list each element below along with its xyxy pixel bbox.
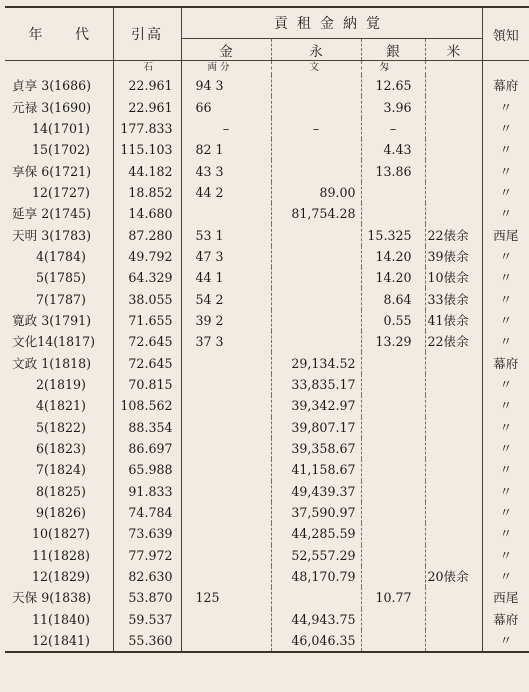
cell-era: 12(1841) bbox=[5, 630, 113, 652]
cell-silver: 14.20 bbox=[361, 267, 425, 288]
cell-ei: 29,134.52 bbox=[271, 352, 361, 373]
cell-ruler: 〃 bbox=[482, 331, 529, 352]
cell-rice bbox=[425, 395, 482, 416]
cell-era: 6(1823) bbox=[12, 441, 86, 457]
table-row bbox=[5, 545, 529, 566]
cell-rice bbox=[425, 75, 482, 96]
cell-silver: – bbox=[361, 118, 425, 139]
cell-rice bbox=[425, 545, 482, 566]
cell-ei bbox=[271, 267, 361, 288]
cell-silver: 10.77 bbox=[361, 587, 425, 608]
cell-silver bbox=[361, 438, 425, 459]
cell-yield: 72.645 bbox=[113, 352, 181, 373]
cell-ei bbox=[271, 75, 361, 96]
cell-ei: 37,590.97 bbox=[271, 502, 361, 523]
cell-yield: 53.870 bbox=[113, 587, 181, 608]
table-row bbox=[5, 96, 529, 117]
cell-gold: 43 3 bbox=[181, 160, 271, 181]
cell-yield: 65.988 bbox=[113, 459, 181, 480]
cell-gold: 39 2 bbox=[181, 310, 271, 331]
header-tax-group: 貢租金納覚 bbox=[181, 7, 482, 39]
cell-era: 元禄 3(1690) bbox=[12, 99, 92, 115]
cell-ruler: 西尾 bbox=[482, 587, 529, 608]
cell-rice: 22俵余 bbox=[425, 224, 482, 245]
cell-ruler: 〃 bbox=[482, 566, 529, 587]
cell-silver: 14.20 bbox=[361, 246, 425, 267]
cell-ei: 44,285.59 bbox=[271, 523, 361, 544]
cell-yield: 74.784 bbox=[113, 502, 181, 523]
cell-silver bbox=[361, 481, 425, 502]
table-row bbox=[5, 630, 529, 652]
cell-ei bbox=[271, 331, 361, 352]
cell-era: 延享 2(1745) bbox=[12, 206, 92, 222]
cell-era: 享保 6(1721) bbox=[12, 163, 92, 179]
cell-ruler: 〃 bbox=[482, 630, 529, 652]
cell-era: 9(1826) bbox=[12, 505, 86, 521]
table-row bbox=[5, 609, 529, 630]
table-row bbox=[5, 502, 529, 523]
cell-ei bbox=[271, 160, 361, 181]
cell-silver bbox=[361, 352, 425, 373]
cell-era: 5(1785) bbox=[12, 270, 86, 286]
cell-ei: 49,439.37 bbox=[271, 481, 361, 502]
cell-silver: 3.96 bbox=[361, 96, 425, 117]
cell-ruler: 〃 bbox=[482, 203, 529, 224]
unit-era bbox=[5, 61, 113, 76]
cell-silver: 13.86 bbox=[361, 160, 425, 181]
cell-silver bbox=[361, 459, 425, 480]
cell-silver bbox=[361, 502, 425, 523]
cell-gold: 82 1 bbox=[181, 139, 271, 160]
cell-rice: 10俵余 bbox=[425, 267, 482, 288]
table-row bbox=[5, 246, 529, 267]
cell-rice bbox=[425, 374, 482, 395]
cell-rice bbox=[425, 481, 482, 502]
cell-era: 14(1701) bbox=[12, 120, 90, 136]
cell-gold bbox=[181, 374, 271, 395]
table-row bbox=[5, 587, 529, 608]
cell-ei bbox=[271, 96, 361, 117]
cell-silver bbox=[361, 417, 425, 438]
cell-rice bbox=[425, 502, 482, 523]
cell-era: 8(1825) bbox=[12, 483, 86, 499]
cell-gold: 54 2 bbox=[181, 288, 271, 309]
cell-gold: 44 2 bbox=[181, 182, 271, 203]
cell-ei: 33,835.17 bbox=[271, 374, 361, 395]
cell-gold bbox=[181, 630, 271, 652]
cell-yield: 88.354 bbox=[113, 417, 181, 438]
header-rice: 米 bbox=[425, 39, 482, 61]
cell-era: 11(1840) bbox=[12, 611, 90, 627]
table-row bbox=[5, 395, 529, 416]
cell-silver: 13.29 bbox=[361, 331, 425, 352]
cell-silver: 12.65 bbox=[361, 75, 425, 96]
cell-silver bbox=[361, 566, 425, 587]
cell-era: 文化14(1817) bbox=[12, 334, 96, 350]
header-gold: 金 bbox=[181, 39, 271, 61]
cell-ruler: 〃 bbox=[482, 182, 529, 203]
table-body bbox=[5, 61, 529, 653]
cell-ruler: 〃 bbox=[482, 545, 529, 566]
cell-ei: 39,342.97 bbox=[271, 395, 361, 416]
table-row bbox=[5, 182, 529, 203]
cell-ruler: 〃 bbox=[482, 395, 529, 416]
table-row bbox=[5, 459, 529, 480]
cell-silver bbox=[361, 545, 425, 566]
cell-gold bbox=[181, 523, 271, 544]
cell-ruler: 〃 bbox=[482, 374, 529, 395]
cell-ei bbox=[271, 224, 361, 245]
cell-rice bbox=[425, 182, 482, 203]
cell-era: 5(1822) bbox=[12, 419, 86, 435]
cell-rice bbox=[425, 609, 482, 630]
cell-silver bbox=[361, 374, 425, 395]
table-row bbox=[5, 566, 529, 587]
cell-rice bbox=[425, 459, 482, 480]
cell-silver: 8.64 bbox=[361, 288, 425, 309]
cell-gold bbox=[181, 203, 271, 224]
cell-gold bbox=[181, 417, 271, 438]
cell-yield: 71.655 bbox=[113, 310, 181, 331]
cell-ruler: 〃 bbox=[482, 118, 529, 139]
unit-gold: 両 分 bbox=[181, 61, 271, 76]
cell-ei: 81,754.28 bbox=[271, 203, 361, 224]
cell-rice bbox=[425, 118, 482, 139]
cell-gold bbox=[181, 502, 271, 523]
cell-ruler: 幕府 bbox=[482, 609, 529, 630]
cell-era: 11(1828) bbox=[12, 547, 90, 563]
cell-yield: 18.852 bbox=[113, 182, 181, 203]
cell-gold: 125 bbox=[181, 587, 271, 608]
tax-table-page bbox=[5, 6, 519, 688]
cell-gold: 44 1 bbox=[181, 267, 271, 288]
unit-silver: 匁 bbox=[361, 61, 425, 76]
cell-ruler: 〃 bbox=[482, 438, 529, 459]
cell-yield: 108.562 bbox=[113, 395, 181, 416]
table-row bbox=[5, 288, 529, 309]
cell-silver bbox=[361, 395, 425, 416]
cell-yield: 49.792 bbox=[113, 246, 181, 267]
cell-gold bbox=[181, 395, 271, 416]
cell-ruler: 〃 bbox=[482, 246, 529, 267]
cell-yield: 72.645 bbox=[113, 331, 181, 352]
cell-gold: 53 1 bbox=[181, 224, 271, 245]
cell-yield: 64.329 bbox=[113, 267, 181, 288]
unit-ruler bbox=[482, 61, 529, 76]
table-row bbox=[5, 523, 529, 544]
cell-ei bbox=[271, 587, 361, 608]
cell-ei: – bbox=[271, 118, 361, 139]
table-row bbox=[5, 374, 529, 395]
cell-era: 天保 9(1838) bbox=[12, 590, 92, 606]
cell-rice: 33俵余 bbox=[425, 288, 482, 309]
cell-ei: 39,807.17 bbox=[271, 417, 361, 438]
header-silver: 銀 bbox=[361, 39, 425, 61]
cell-ei bbox=[271, 139, 361, 160]
cell-ei: 46,046.35 bbox=[271, 630, 361, 652]
cell-rice bbox=[425, 203, 482, 224]
cell-ruler: 〃 bbox=[482, 481, 529, 502]
table-row bbox=[5, 267, 529, 288]
table-row bbox=[5, 331, 529, 352]
cell-era: 貞享 3(1686) bbox=[12, 78, 92, 94]
cell-era: 文政 1(1818) bbox=[12, 355, 92, 371]
unit-yield: 石 bbox=[113, 61, 181, 76]
table-row bbox=[5, 310, 529, 331]
table-row bbox=[5, 139, 529, 160]
cell-ruler: 〃 bbox=[482, 267, 529, 288]
cell-ruler: 幕府 bbox=[482, 75, 529, 96]
cell-ei: 41,158.67 bbox=[271, 459, 361, 480]
cell-era: 7(1824) bbox=[12, 462, 86, 478]
header-era: 年 代 bbox=[5, 7, 113, 61]
cell-silver: 4.43 bbox=[361, 139, 425, 160]
cell-rice bbox=[425, 352, 482, 373]
cell-ruler: 〃 bbox=[482, 417, 529, 438]
header-yield: 引高 bbox=[113, 7, 181, 61]
cell-silver bbox=[361, 630, 425, 652]
cell-era: 4(1784) bbox=[12, 248, 86, 264]
cell-ei: 48,170.79 bbox=[271, 566, 361, 587]
table-row bbox=[5, 118, 529, 139]
cell-rice bbox=[425, 630, 482, 652]
cell-yield: 44.182 bbox=[113, 160, 181, 181]
cell-rice bbox=[425, 438, 482, 459]
cell-yield: 38.055 bbox=[113, 288, 181, 309]
cell-yield: 73.639 bbox=[113, 523, 181, 544]
cell-silver bbox=[361, 523, 425, 544]
cell-gold bbox=[181, 459, 271, 480]
cell-ruler: 〃 bbox=[482, 288, 529, 309]
cell-rice: 41俵余 bbox=[425, 310, 482, 331]
cell-era: 7(1787) bbox=[12, 291, 86, 307]
cell-yield: 91.833 bbox=[113, 481, 181, 502]
header-ei: 永 bbox=[271, 39, 361, 61]
cell-ei: 39,358.67 bbox=[271, 438, 361, 459]
cell-ruler: 西尾 bbox=[482, 224, 529, 245]
cell-yield: 82.630 bbox=[113, 566, 181, 587]
cell-yield: 22.961 bbox=[113, 96, 181, 117]
cell-yield: 22.961 bbox=[113, 75, 181, 96]
cell-gold bbox=[181, 352, 271, 373]
cell-era: 2(1819) bbox=[12, 376, 86, 392]
cell-ei bbox=[271, 310, 361, 331]
cell-rice bbox=[425, 96, 482, 117]
cell-silver bbox=[361, 182, 425, 203]
cell-gold: 47 3 bbox=[181, 246, 271, 267]
cell-rice: 20俵余 bbox=[425, 566, 482, 587]
cell-yield: 115.103 bbox=[113, 139, 181, 160]
cell-gold bbox=[181, 609, 271, 630]
cell-yield: 77.972 bbox=[113, 545, 181, 566]
units-row bbox=[5, 61, 529, 76]
cell-gold: 66 bbox=[181, 96, 271, 117]
cell-ei: 44,943.75 bbox=[271, 609, 361, 630]
cell-yield: 14.680 bbox=[113, 203, 181, 224]
cell-ruler: 〃 bbox=[482, 139, 529, 160]
cell-yield: 86.697 bbox=[113, 438, 181, 459]
cell-silver bbox=[361, 203, 425, 224]
cell-ruler: 〃 bbox=[482, 96, 529, 117]
cell-era: 寛政 3(1791) bbox=[12, 312, 92, 328]
cell-silver bbox=[361, 609, 425, 630]
cell-yield: 70.815 bbox=[113, 374, 181, 395]
unit-ei: 文 bbox=[271, 61, 361, 76]
tax-payment-table bbox=[5, 6, 529, 653]
table-row bbox=[5, 224, 529, 245]
cell-rice bbox=[425, 160, 482, 181]
header-ruler: 領知 bbox=[482, 7, 529, 61]
cell-ei bbox=[271, 288, 361, 309]
cell-ei: 89.00 bbox=[271, 182, 361, 203]
cell-yield: 59.537 bbox=[113, 609, 181, 630]
cell-gold: – bbox=[181, 118, 271, 139]
cell-yield: 55.360 bbox=[113, 630, 181, 652]
table-row bbox=[5, 160, 529, 181]
cell-ruler: 〃 bbox=[482, 502, 529, 523]
cell-rice: 22俵余 bbox=[425, 331, 482, 352]
table-row bbox=[5, 352, 529, 373]
cell-ruler: 幕府 bbox=[482, 352, 529, 373]
cell-ruler: 〃 bbox=[482, 523, 529, 544]
cell-ei: 52,557.29 bbox=[271, 545, 361, 566]
cell-era: 4(1821) bbox=[12, 398, 86, 414]
unit-rice bbox=[425, 61, 482, 76]
cell-era: 天明 3(1783) bbox=[12, 227, 92, 243]
cell-ruler: 〃 bbox=[482, 310, 529, 331]
cell-gold bbox=[181, 481, 271, 502]
cell-rice bbox=[425, 139, 482, 160]
table-row bbox=[5, 417, 529, 438]
table-row bbox=[5, 438, 529, 459]
cell-rice bbox=[425, 523, 482, 544]
table-row bbox=[5, 481, 529, 502]
cell-era: 15(1702) bbox=[12, 142, 90, 158]
cell-silver: 0.55 bbox=[361, 310, 425, 331]
cell-era: 10(1827) bbox=[12, 526, 90, 542]
cell-rice bbox=[425, 587, 482, 608]
cell-rice: 39俵余 bbox=[425, 246, 482, 267]
cell-gold bbox=[181, 438, 271, 459]
table-row bbox=[5, 203, 529, 224]
cell-ruler: 〃 bbox=[482, 160, 529, 181]
cell-yield: 177.833 bbox=[113, 118, 181, 139]
cell-era: 12(1829) bbox=[12, 569, 90, 585]
cell-ei bbox=[271, 246, 361, 267]
cell-silver: 15.325 bbox=[361, 224, 425, 245]
cell-gold bbox=[181, 545, 271, 566]
cell-yield: 87.280 bbox=[113, 224, 181, 245]
cell-gold bbox=[181, 566, 271, 587]
cell-era: 12(1727) bbox=[12, 184, 90, 200]
cell-gold: 37 3 bbox=[181, 331, 271, 352]
table-row bbox=[5, 75, 529, 96]
cell-ruler: 〃 bbox=[482, 459, 529, 480]
cell-gold: 94 3 bbox=[181, 75, 271, 96]
cell-rice bbox=[425, 417, 482, 438]
